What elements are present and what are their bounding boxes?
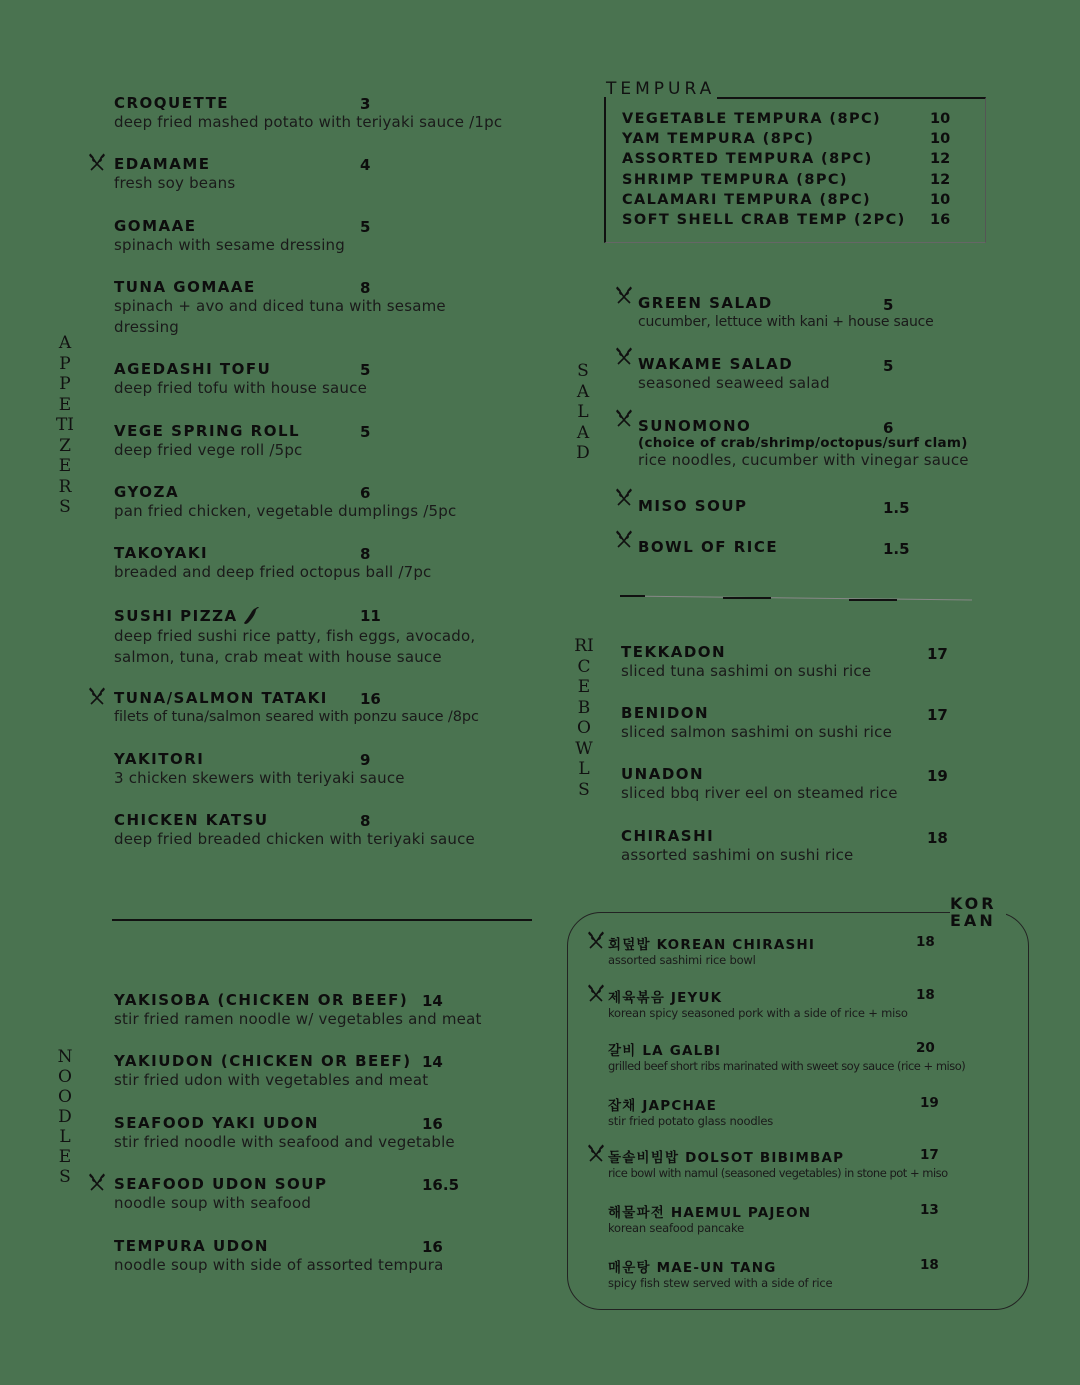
- item-subtitle: (choice of crab/shrimp/octopus/surf clam): [638, 435, 968, 451]
- item-name: 갈비 LA GALBI: [608, 1043, 722, 1059]
- tempura-item-name: ASSORTED TEMPURA (8PC): [622, 151, 873, 167]
- item-name: CHIRASHI: [621, 827, 715, 845]
- item-price: 18: [927, 829, 948, 847]
- item-description: stir fried potato glass noodles: [608, 1114, 774, 1128]
- item-description: cucumber, lettuce with kani + house sauce: [638, 314, 934, 330]
- item-description: rice bowl with namul (seasoned vegetables) in stone pot + miso: [608, 1166, 948, 1180]
- menu-item: [638, 497, 1038, 515]
- item-name: 잡채 JAPCHAE: [608, 1098, 718, 1114]
- item-price: 1.5: [883, 540, 910, 558]
- item-description: fresh soy beans: [114, 174, 236, 192]
- menu-item: [114, 1175, 554, 1214]
- menu-item: [114, 360, 554, 399]
- item-name: EDAMAME: [114, 155, 211, 173]
- item-name: 매운탕 MAE-UN TANG: [608, 1260, 777, 1276]
- menu-item: [608, 1146, 1028, 1181]
- item-description: spinach + avo and diced tuna with sesame dressing: [114, 297, 446, 336]
- item-description: stir fried ramen noodle w/ vegetables and meat: [114, 1010, 482, 1028]
- item-name: GREEN SALAD: [638, 294, 773, 312]
- item-price: 8: [360, 812, 371, 830]
- item-price: 8: [360, 279, 371, 297]
- tempura-item-name: YAM TEMPURA (8PC): [622, 131, 815, 147]
- item-price: 18: [916, 934, 935, 950]
- item-price: 5: [883, 357, 894, 375]
- menu-item: [638, 294, 1038, 333]
- item-name: SUNOMONO: [638, 417, 752, 435]
- vegetarian-icon: [614, 285, 634, 305]
- item-name: SUSHI PIZZA: [114, 607, 238, 625]
- menu-item: [608, 1094, 1018, 1129]
- vegetarian-icon: [586, 930, 606, 950]
- menu-item: [621, 704, 1021, 743]
- item-name: CHICKEN KATSU: [114, 811, 269, 829]
- item-price: 16: [422, 1238, 443, 1256]
- vegetarian-icon: [586, 1143, 606, 1163]
- section-label-noodles: NOODLES: [57, 1047, 73, 1187]
- menu-item: [114, 1114, 554, 1153]
- menu-item: [608, 1201, 1018, 1236]
- item-description: assorted sashimi rice bowl: [608, 953, 756, 967]
- item-description: korean spicy seasoned pork with a side of rice + miso: [608, 1006, 908, 1020]
- vegetarian-icon: [614, 346, 634, 366]
- menu-item: [608, 1039, 1028, 1074]
- item-name: TUNA GOMAAE: [114, 278, 256, 296]
- menu-item: [114, 991, 554, 1030]
- item-price: 16: [422, 1115, 443, 1133]
- section-divider: [112, 919, 532, 921]
- menu-item: [114, 483, 554, 522]
- item-name: SEAFOOD YAKI UDON: [114, 1114, 319, 1132]
- tempura-item-price: 10: [930, 131, 951, 147]
- item-description: seasoned seaweed salad: [638, 374, 830, 392]
- item-price: 5: [360, 423, 371, 441]
- item-description: deep fried vege roll /5pc: [114, 441, 303, 459]
- item-price: 18: [916, 987, 935, 1003]
- menu-item: [114, 811, 554, 850]
- item-price: 9: [360, 751, 371, 769]
- item-description: pan fried chicken, vegetable dumplings /5pc: [114, 502, 457, 520]
- vegetarian-icon: [614, 408, 634, 428]
- tempura-item-name: CALAMARI TEMPURA (8PC): [622, 192, 872, 208]
- section-label-appetizers: APPETIZERS: [55, 333, 75, 517]
- menu-item: [621, 827, 1021, 866]
- chili-pepper-icon: [242, 606, 260, 626]
- item-name: YAKISOBA (CHICKEN OR BEEF): [114, 991, 409, 1009]
- item-description: sliced bbq river eel on steamed rice: [621, 784, 898, 802]
- item-name: MISO SOUP: [638, 497, 748, 515]
- item-price: 20: [916, 1040, 935, 1056]
- item-name: 해물파전 HAEMUL PAJEON: [608, 1205, 812, 1221]
- vegetarian-icon: [87, 686, 107, 706]
- menu-item: [114, 750, 554, 789]
- item-description: assorted sashimi on sushi rice: [621, 846, 854, 864]
- item-name: YAKIUDON (CHICKEN OR BEEF): [114, 1052, 412, 1070]
- menu-item: [638, 417, 1048, 470]
- item-name: TEMPURA UDON: [114, 1237, 269, 1255]
- section-label-korean: [950, 895, 1006, 929]
- tempura-item-price: 10: [930, 192, 951, 208]
- menu-item: [114, 94, 554, 133]
- item-description: breaded and deep fried octopus ball /7pc: [114, 563, 432, 581]
- menu-item: [608, 986, 1018, 1021]
- item-price: 5: [360, 361, 371, 379]
- item-price: 5: [883, 296, 894, 314]
- vegetarian-icon: [614, 487, 634, 507]
- tempura-item-price: 10: [930, 111, 951, 127]
- menu-item: [114, 278, 474, 338]
- menu-item: [638, 355, 1038, 394]
- item-name: YAKITORI: [114, 750, 205, 768]
- vegetarian-icon: [87, 1172, 107, 1192]
- vegetarian-icon: [614, 529, 634, 549]
- tempura-item-name: VEGETABLE TEMPURA (8PC): [622, 111, 882, 127]
- korean-label-line2: EAN: [950, 911, 996, 930]
- item-name: CROQUETTE: [114, 94, 230, 112]
- item-description: stir fried noodle with seafood and vegetable: [114, 1133, 455, 1151]
- item-price: 1.5: [883, 499, 910, 517]
- item-description: deep fried breaded chicken with teriyaki sauce: [114, 830, 475, 848]
- item-price: 11: [360, 607, 381, 625]
- menu-item: [114, 1052, 554, 1091]
- item-description: deep fried sushi rice patty, fish eggs, avocado, salmon, tuna, crab meat with house sauce: [114, 627, 476, 666]
- item-name: AGEDASHI TOFU: [114, 360, 272, 378]
- item-price: 18: [920, 1257, 939, 1273]
- item-description: sliced salmon sashimi on sushi rice: [621, 723, 893, 741]
- item-price: 16.5: [422, 1176, 460, 1194]
- tempura-item-price: 12: [930, 151, 951, 167]
- menu-item: [621, 765, 1021, 804]
- tempura-item-name: SOFT SHELL CRAB TEMP (2PC): [622, 212, 906, 228]
- section-label-salad: SALAD: [576, 361, 590, 463]
- item-price: 17: [927, 645, 948, 663]
- menu-item: [608, 933, 1008, 968]
- menu-item: [638, 538, 1038, 556]
- item-name: 회덮밥 KOREAN CHIRASHI: [608, 937, 816, 953]
- item-description: spicy fish stew served with a side of rice: [608, 1276, 833, 1290]
- menu-item: [114, 544, 554, 583]
- item-price: 3: [360, 95, 371, 113]
- item-name: BOWL OF RICE: [638, 538, 779, 556]
- item-name: TAKOYAKI: [114, 544, 209, 562]
- item-name: SEAFOOD UDON SOUP: [114, 1175, 328, 1193]
- item-price: 4: [360, 156, 371, 174]
- korean-label-line1: KOR: [950, 894, 997, 913]
- tempura-item-name: SHRIMP TEMPURA (8PC): [622, 172, 848, 188]
- tempura-item-price: 12: [930, 172, 951, 188]
- item-price: 13: [920, 1202, 939, 1218]
- item-price: 14: [422, 992, 443, 1010]
- item-description: deep fried tofu with house sauce: [114, 379, 367, 397]
- item-description: 3 chicken skewers with teriyaki sauce: [114, 769, 405, 787]
- item-price: 14: [422, 1053, 443, 1071]
- vegetarian-icon: [586, 983, 606, 1003]
- menu-item: [608, 1256, 1018, 1291]
- item-name: TUNA/SALMON TATAKI: [114, 689, 328, 707]
- item-description: spinach with sesame dressing: [114, 236, 345, 254]
- menu-item: [114, 217, 554, 256]
- item-name: UNADON: [621, 765, 705, 783]
- item-description: stir fried udon with vegetables and meat: [114, 1071, 429, 1089]
- menu-item: [114, 689, 554, 728]
- item-description: grilled beef short ribs marinated with sweet soy sauce (rice + miso): [608, 1059, 966, 1073]
- item-price: 5: [360, 218, 371, 236]
- item-price: 8: [360, 545, 371, 563]
- item-price: 16: [360, 690, 381, 708]
- menu-item: [621, 643, 1021, 682]
- item-price: 6: [360, 484, 371, 502]
- vegetarian-icon: [87, 152, 107, 172]
- item-name: GYOZA: [114, 483, 180, 501]
- tempura-item-price: 16: [930, 212, 951, 228]
- section-label-rice-bowls: RICE BOWLS: [574, 636, 596, 800]
- menu-item: [114, 606, 534, 668]
- item-price: 17: [920, 1147, 939, 1163]
- item-name: BENIDON: [621, 704, 710, 722]
- item-price: 17: [927, 706, 948, 724]
- item-description: rice noodles, cucumber with vinegar sauce: [638, 451, 969, 469]
- item-name: 제육볶음 JEYUK: [608, 990, 723, 1006]
- item-description: filets of tuna/salmon seared with ponzu sauce /8pc: [114, 709, 479, 725]
- brush-divider: [620, 592, 972, 604]
- section-label-tempura: TEMPURA: [606, 79, 716, 99]
- menu-item: [114, 1237, 554, 1276]
- item-price: 19: [927, 767, 948, 785]
- item-name: TEKKADON: [621, 643, 727, 661]
- item-description: korean seafood pancake: [608, 1221, 744, 1235]
- menu-item: [114, 422, 554, 461]
- item-price: 6: [883, 419, 894, 437]
- item-name: VEGE SPRING ROLL: [114, 422, 301, 440]
- item-name: WAKAME SALAD: [638, 355, 794, 373]
- item-name: GOMAAE: [114, 217, 197, 235]
- item-description: deep fried mashed potato with teriyaki sauce /1pc: [114, 113, 503, 131]
- item-description: noodle soup with side of assorted tempura: [114, 1256, 444, 1274]
- menu-item: [114, 155, 554, 194]
- item-description: noodle soup with seafood: [114, 1194, 312, 1212]
- item-name: 돌솥비빔밥 DOLSOT BIBIMBAP: [608, 1150, 845, 1166]
- item-description: sliced tuna sashimi on sushi rice: [621, 662, 872, 680]
- item-price: 19: [920, 1095, 939, 1111]
